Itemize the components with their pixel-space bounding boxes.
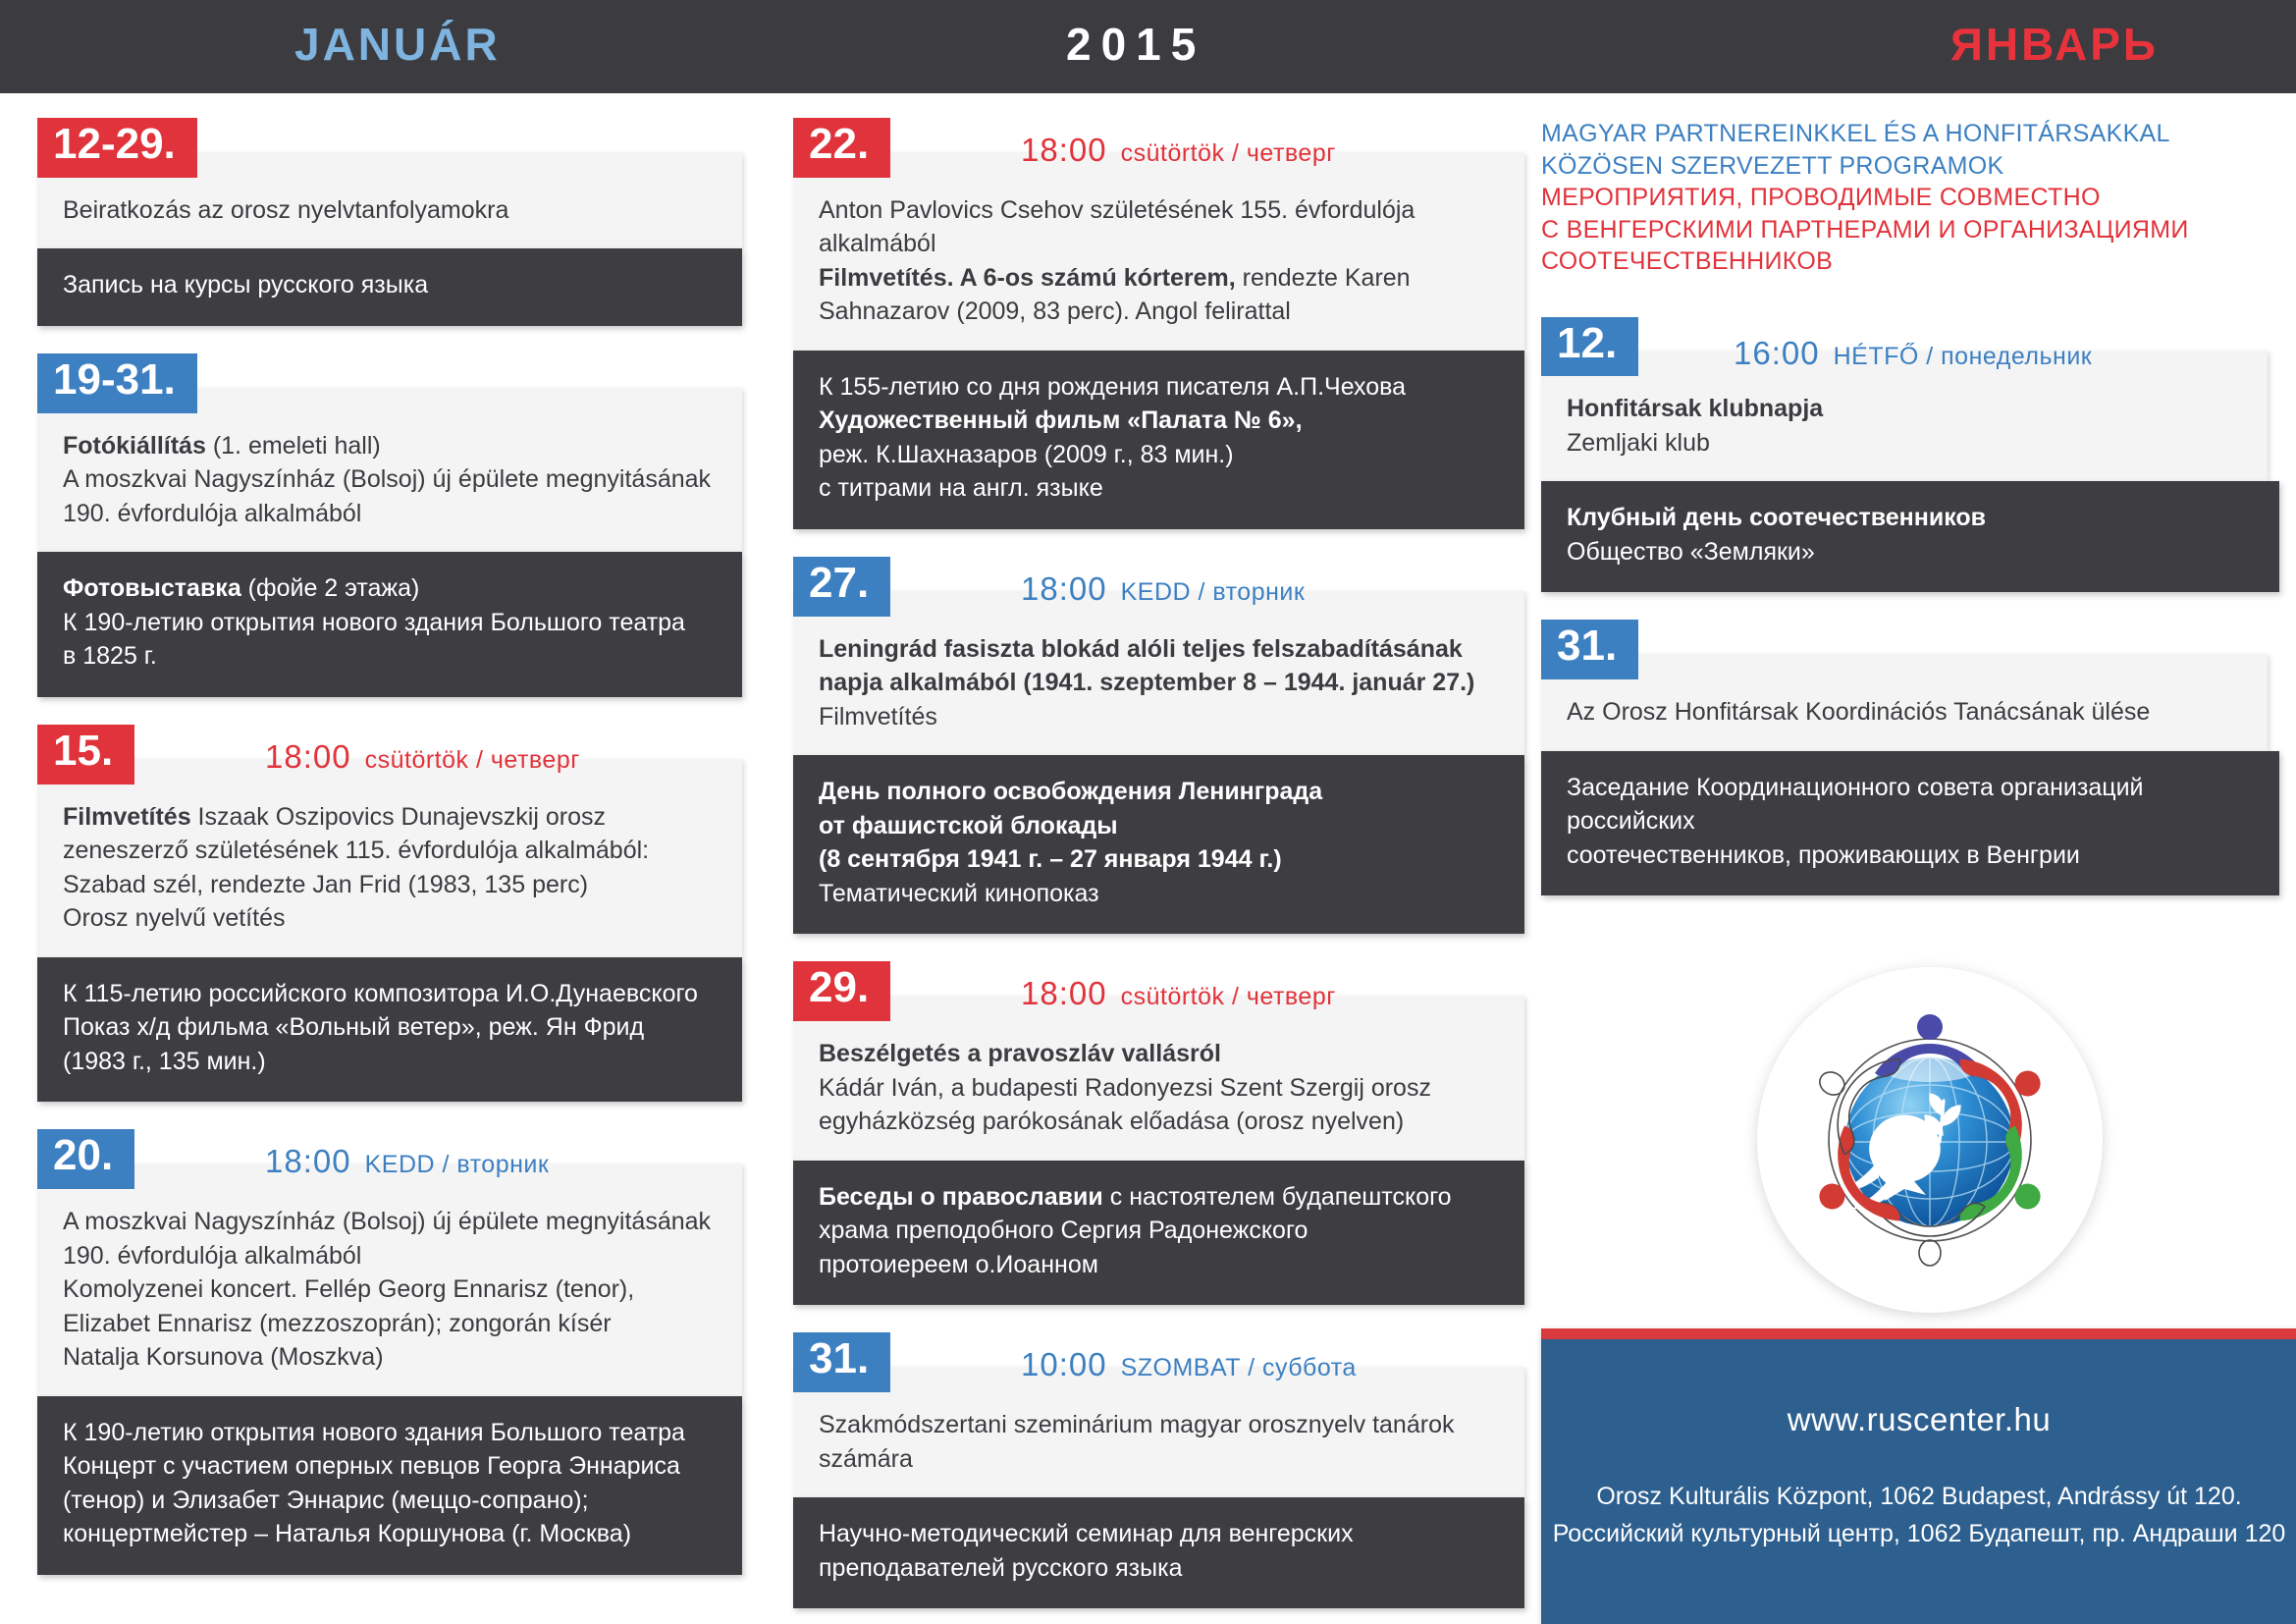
event-title: Filmvetítés. A 6-os számú kórterem, [819, 263, 1236, 292]
event-line: Szakmódszertani szeminárium magyar orosznyelv tanárok [819, 1411, 1455, 1438]
event-meta [1734, 335, 2092, 372]
event-line: Sahnazarov (2009, 83 perc). Angol felirattal [819, 298, 1291, 326]
partner-heading-line-hu: KÖZÖSEN SZERVEZETT PROGRAMOK [1541, 151, 2004, 180]
globe-dove-people-icon [1757, 967, 2103, 1313]
event-line: Тематический кинопоказ [819, 879, 1099, 907]
event-russian-panel [37, 552, 742, 697]
event-title-line [819, 632, 1499, 667]
event-card-12-29 [37, 118, 742, 326]
date-badge: 31. [793, 1332, 890, 1392]
event-line: в 1825 г. [63, 642, 157, 671]
event-line: храма преподобного Сергия Радонежского [819, 1217, 1308, 1245]
event-time: 18:00 [1021, 132, 1107, 168]
event-line: протоиереем о.Иоанном [819, 1250, 1098, 1278]
date-badge: 15. [37, 725, 134, 785]
event-line: Показ х/д фильма «Вольный ветер», реж. Ян Фрид [63, 1013, 645, 1042]
event-weekday: KEDD / вторник [364, 1151, 550, 1179]
event-meta [1021, 132, 1336, 169]
address-line-ru: Российский культурный центр, 1062 Будапешт, пр. Андраши 120 [1552, 1519, 2286, 1547]
event-title: от фашистской блокады [819, 811, 1118, 839]
date-badge: 22. [793, 118, 890, 178]
date-badge: 27. [793, 557, 890, 617]
event-title: Художественный фильм «Палата № 6», [819, 406, 1303, 435]
event-card-15 [37, 725, 742, 1102]
address-line-hu: Orosz Kulturális Központ, 1062 Budapest, Andrássy út 120. [1596, 1483, 2242, 1510]
event-line: Az Orosz Honfitársak Koordinációs Tanácsának ülése [1567, 698, 2151, 727]
event-title-suffix: (1. emeleti hall) [205, 431, 381, 460]
event-line: (тенор) и Элизабет Эннарис (меццо-сопрано); [63, 1486, 589, 1514]
event-title: Беседы о православии [819, 1182, 1103, 1211]
event-russian-panel [793, 1161, 1524, 1306]
event-line: соотечественников, проживающих в Венгрии [1567, 840, 2080, 869]
partner-heading-line-hu: MAGYAR PARTNEREINKKEL ÉS A HONFITÁRSAKKAL [1541, 120, 2170, 147]
event-time: 18:00 [1021, 569, 1107, 607]
event-title-line [819, 1180, 1499, 1215]
event-title-line [1567, 501, 2254, 535]
page-header [0, 0, 2296, 93]
event-meta [1021, 975, 1336, 1012]
event-title-suffix: Iszaak Oszipovics Dunajevszkij orosz [190, 802, 606, 831]
event-title-line [1567, 392, 2242, 426]
event-title-suffix: с настоятелем будапештского [1102, 1182, 1452, 1211]
event-time: 18:00 [265, 1143, 351, 1180]
event-title: (8 сентября 1941 г. – 27 января 1944 г.) [819, 845, 1282, 874]
event-line: A moszkvai Nagyszínház (Bolsoj) új épülete megnyitásának [63, 1208, 712, 1235]
event-line: 190. évfordulója alkalmából [63, 499, 362, 527]
event-line: Zemljaki klub [1567, 428, 1710, 457]
address-block [1541, 1479, 2296, 1552]
event-title-line [819, 404, 1499, 438]
event-card-12 [1541, 317, 2268, 593]
event-russian-panel [1541, 751, 2279, 896]
event-line: Szabad szél, rendezte Jan Frid (1983, 135 perc) [63, 870, 589, 898]
event-line: Научно-методический семинар для венгерских [819, 1520, 1354, 1547]
event-line: számára [819, 1444, 913, 1473]
website-url[interactable]: www.ruscenter.hu [1787, 1401, 2052, 1437]
event-line: реж. К.Шахназаров (2009 г., 83 мин.) [819, 440, 1234, 468]
event-weekday: csütörtök / четверг [1120, 139, 1336, 167]
event-title-line [63, 571, 717, 606]
event-line: Общество «Земляки» [1567, 537, 1815, 566]
event-line: zeneszerző születésének 115. évfordulója alkalmából: [63, 837, 650, 865]
event-title-suffix: rendezte Karen [1235, 263, 1411, 292]
event-weekday: SZOMBAT / суббота [1120, 1354, 1357, 1382]
event-line: (1983 г., 135 мин.) [63, 1047, 266, 1075]
event-meta [265, 738, 580, 776]
event-russian-panel [793, 755, 1524, 934]
date-badge: 20. [37, 1129, 134, 1189]
event-line: A moszkvai Nagyszínház (Bolsoj) új épülete megnyitásának [63, 465, 712, 494]
event-line: Beiratkozás az orosz nyelvtanfolyamokra [63, 195, 509, 224]
event-line: egyházközség parókosának előadása (orosz nyelven) [819, 1108, 1405, 1136]
event-card-22 [793, 118, 1524, 529]
event-title-line [819, 666, 1499, 700]
event-title: Fotókiállítás [63, 431, 206, 460]
logo-disc [1757, 967, 2103, 1313]
event-russian-panel [793, 1497, 1524, 1608]
event-title: Leningrád fasiszta blokád alóli teljes felszabadításának [819, 634, 1463, 663]
event-title: Фотовыставка [63, 574, 241, 603]
event-hungarian-panel [793, 152, 1524, 351]
date-badge: 12. [1541, 317, 1638, 377]
event-russian-panel [37, 957, 742, 1103]
date-badge: 31. [1541, 620, 1638, 679]
event-title: Beszélgetés a pravoszláv vallásról [819, 1040, 1221, 1068]
event-title-line [819, 1037, 1499, 1071]
event-hungarian-panel [793, 1367, 1524, 1497]
footer-accent-rule [1541, 1328, 2296, 1339]
event-russian-panel [793, 351, 1524, 529]
event-weekday: HÉTFŐ / понедельник [1833, 342, 2093, 370]
event-title-line [819, 842, 1499, 877]
event-line: Kádár Iván, a budapesti Radonyezsi Szent Szergij orosz [819, 1073, 1431, 1102]
event-hungarian-panel [37, 759, 742, 957]
footer-contact-block [1541, 1328, 2296, 1624]
event-hungarian-panel [1541, 654, 2268, 751]
partner-programs-heading [1541, 118, 2268, 278]
date-badge: 29. [793, 961, 890, 1021]
event-line: К 190-летию открытия нового здания Большого театра [63, 1418, 685, 1446]
partner-heading-line-ru: МЕРОПРИЯТИЯ, ПРОВОДИМЫЕ СОВМЕСТНО [1541, 184, 2101, 211]
event-title-line [63, 429, 717, 463]
event-hungarian-panel [793, 996, 1524, 1161]
event-line: преподавателей русского языка [819, 1553, 1183, 1582]
date-badge: 12-29. [37, 118, 197, 178]
event-time: 10:00 [1021, 1346, 1107, 1383]
event-time: 18:00 [1021, 975, 1107, 1012]
event-title-suffix: (фойе 2 этажа) [240, 574, 420, 603]
event-card-31-mid [793, 1332, 1524, 1608]
event-russian-panel [37, 1396, 742, 1575]
event-line: Запись на курсы русского языка [63, 271, 429, 299]
event-line: К 115-летию российского композитора И.О.Дунаевского [63, 979, 698, 1007]
event-russian-panel [1541, 481, 2279, 592]
event-title-line [63, 800, 717, 835]
organization-logo [1757, 967, 2103, 1313]
event-line: alkalmából [819, 230, 936, 258]
partner-heading-line-ru: С ВЕНГЕРСКИМИ ПАРТНЕРАМИ И ОРГАНИЗАЦИЯМИ [1541, 215, 2189, 244]
event-hungarian-panel [793, 591, 1524, 756]
event-line: Natalja Korsunova (Moszkva) [63, 1343, 384, 1371]
event-line: с титрами на англ. языке [819, 474, 1103, 503]
header-month-russian: ЯНВАРЬ [1949, 19, 2159, 70]
event-line: Orosz nyelvű vetítés [63, 904, 286, 933]
event-weekday: csütörtök / четверг [364, 745, 580, 774]
event-time: 16:00 [1734, 334, 1820, 371]
event-card-27 [793, 557, 1524, 934]
right-column [1541, 118, 2268, 923]
event-line: Filmvetítés [819, 702, 937, 731]
event-card-31-right [1541, 620, 2268, 895]
event-title-line [819, 809, 1499, 843]
event-card-20 [37, 1129, 742, 1574]
event-weekday: KEDD / вторник [1120, 577, 1306, 606]
event-line: Заседание Координационного совета организаций российских [1567, 773, 2144, 836]
event-line: 190. évfordulója alkalmából [63, 1241, 362, 1270]
event-hungarian-panel [37, 1164, 742, 1396]
event-meta [1021, 570, 1305, 608]
event-title-line [819, 775, 1499, 809]
event-line: К 155-летию со дня рождения писателя А.П.Чехова [819, 372, 1407, 401]
date-badge: 19-31. [37, 353, 197, 413]
partner-heading-line-ru: СООТЕЧЕСТВЕННИКОВ [1541, 247, 1834, 275]
event-russian-panel [37, 248, 742, 326]
event-line: Anton Pavlovics Csehov születésének 155. évfordulója [819, 195, 1415, 224]
middle-column [793, 118, 1524, 1624]
event-title: Клубный день соотечественников [1567, 504, 1987, 532]
event-meta [265, 1143, 549, 1180]
event-line: Концерт с участием оперных певцов Георга Эннариса [63, 1452, 680, 1480]
event-line: К 190-летию открытия нового здания Большого театра [63, 608, 685, 636]
event-title: День полного освобождения Ленинграда [819, 778, 1323, 806]
event-line: концертмейстер – Наталья Коршунова (г. Москва) [63, 1520, 632, 1547]
header-year: 2015 [1066, 19, 1206, 70]
left-column [37, 118, 742, 1602]
event-title: Honfitársak klubnapja [1567, 395, 1824, 423]
event-meta [1021, 1346, 1357, 1383]
event-weekday: csütörtök / четверг [1120, 983, 1336, 1011]
event-title-line [819, 261, 1499, 296]
event-title: napja alkalmából (1941. szeptember 8 – 1944. január 27.) [819, 669, 1475, 697]
event-time: 18:00 [265, 737, 351, 775]
event-line: Komolyzenei koncert. Fellép Georg Ennarisz (tenor), [63, 1275, 635, 1303]
event-card-19-31 [37, 353, 742, 697]
event-line: Elizabet Ennarisz (mezzoszoprán); zongorán kísér [63, 1309, 612, 1337]
event-card-29 [793, 961, 1524, 1305]
header-month-hungarian: JANUÁR [294, 19, 501, 70]
event-title: Filmvetítés [63, 802, 191, 831]
